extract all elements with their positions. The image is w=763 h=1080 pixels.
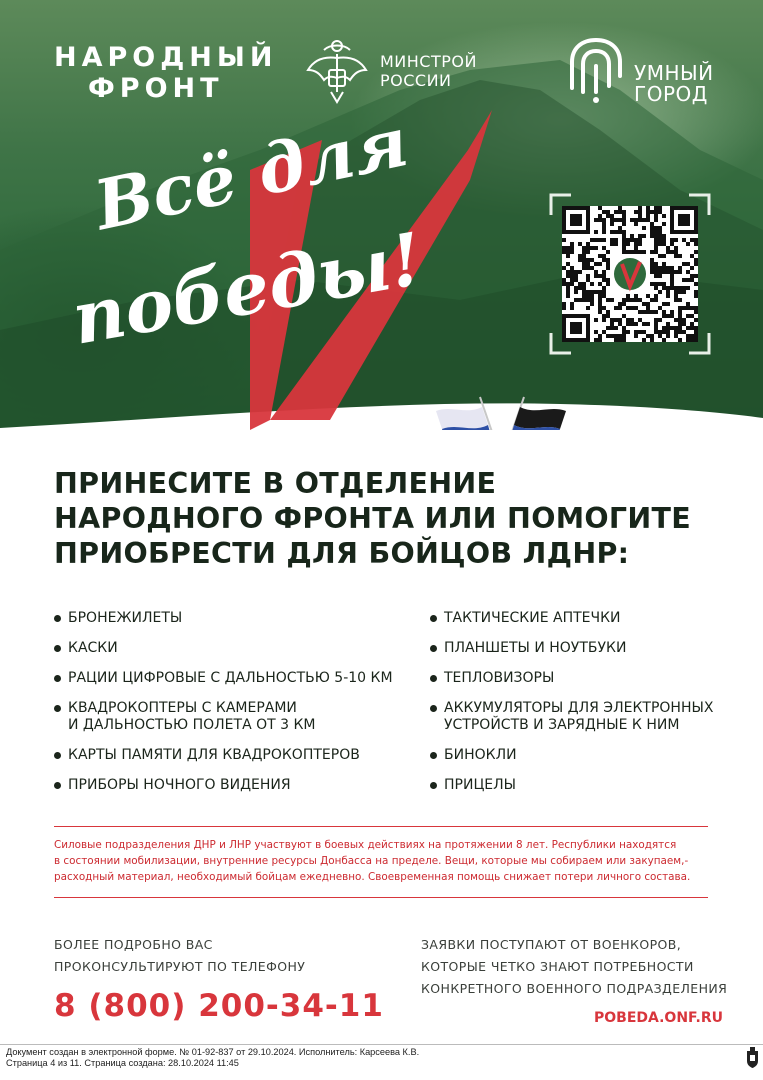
umny-gorod-line1: УМНЫЙ bbox=[634, 61, 714, 85]
crossed-flags-icon bbox=[432, 395, 572, 430]
list-item: БРОНЕЖИЛЕТЫ bbox=[54, 610, 414, 627]
slogan bbox=[65, 102, 450, 398]
contact-info-right bbox=[421, 934, 727, 1000]
list-item: ТЕПЛОВИЗОРЫ bbox=[430, 670, 730, 687]
list-item: ПЛАНШЕТЫ И НОУТБУКИ bbox=[430, 640, 730, 657]
list-item: РАЦИИ ЦИФРОВЫЕ С ДАЛЬНОСТЬЮ 5-10 КМ bbox=[54, 670, 414, 687]
list-item: БИНОКЛИ bbox=[430, 747, 730, 764]
phone-number[interactable]: 8 (800) 200-34-11 bbox=[54, 988, 384, 1024]
footer-divider bbox=[0, 1044, 763, 1045]
footer-line2: Страница 4 из 11. Страница создана: 28.10.2024 11:45 bbox=[6, 1058, 239, 1068]
list-item: КАРТЫ ПАМЯТИ ДЛЯ КВАДРОКОПТЕРОВ bbox=[54, 747, 414, 764]
coat-of-arms-icon bbox=[746, 1047, 759, 1069]
list-item: КАСКИ bbox=[54, 640, 414, 657]
minstroy-line2: РОССИИ bbox=[380, 71, 452, 90]
contact-right-line2: КОТОРЫЕ ЧЕТКО ЗНАЮТ ПОТРЕБНОСТИ bbox=[421, 959, 694, 974]
headline-line3: ПРИОБРЕСТИ ДЛЯ БОЙЦОВ ЛДНР: bbox=[54, 537, 630, 570]
notice-text bbox=[54, 826, 708, 898]
qr-code[interactable] bbox=[549, 193, 711, 355]
slogan-line1: Всё для bbox=[88, 102, 415, 247]
contact-left-line2: ПРОКОНСУЛЬТИРУЮТ ПО ТЕЛЕФОНУ bbox=[54, 959, 306, 974]
narodny-front-line1: НАРОДНЫЙ bbox=[54, 42, 278, 73]
umny-gorod-line2: ГОРОД bbox=[634, 82, 708, 106]
document-footer bbox=[6, 1047, 419, 1069]
list-item: КВАДРОКОПТЕРЫ С КАМЕРАМИ И ДАЛЬНОСТЬЮ ПОЛЕТА ОТ 3 КМ bbox=[54, 700, 414, 734]
notice-line2: в состоянии мобилизации, внутренние ресурсы Донбасса на пределе. Вещи, которые мы собираем или закупаем,- bbox=[54, 855, 689, 867]
contact-left-line1: БОЛЕЕ ПОДРОБНО ВАС bbox=[54, 937, 213, 952]
hero-banner bbox=[0, 0, 763, 430]
contact-info-left bbox=[54, 934, 305, 978]
headline-line1: ПРИНЕСИТЕ В ОТДЕЛЕНИЕ bbox=[54, 467, 497, 500]
slogan-line2: победы! bbox=[65, 215, 429, 361]
items-list-right bbox=[430, 610, 730, 794]
list-item: ПРИБОРЫ НОЧНОГО ВИДЕНИЯ bbox=[54, 777, 414, 794]
notice-line1: Силовые подразделения ДНР и ЛНР участвуют в боевых действиях на протяжении 8 лет. Республики находятся bbox=[54, 839, 677, 851]
page-headline bbox=[54, 466, 734, 571]
notice-line3: расходный материал, необходимый бойцам ежедневно. Своевременная помощь снижает потери личного состава. bbox=[54, 871, 691, 883]
list-item: ПРИЦЕЛЫ bbox=[430, 777, 730, 794]
items-list-left bbox=[54, 610, 414, 794]
narodny-front-line2: ФРОНТ bbox=[88, 73, 224, 104]
headline-line2: НАРОДНОГО ФРОНТА ИЛИ ПОМОГИТЕ bbox=[54, 502, 692, 535]
minstroy-line1: МИНСТРОЙ bbox=[380, 52, 477, 71]
footer-line1: Документ создан в электронной форме. № 01-92-837 от 29.10.2024. Исполнитель: Карсеева К.В. bbox=[6, 1047, 420, 1057]
list-item: ТАКТИЧЕСКИЕ АПТЕЧКИ bbox=[430, 610, 730, 627]
qr-code-image bbox=[562, 206, 698, 342]
contact-right-line3: КОНКРЕТНОГО ВОЕННОГО ПОДРАЗДЕЛЕНИЯ bbox=[421, 981, 728, 996]
list-item: АККУМУЛЯТОРЫ ДЛЯ ЭЛЕКТРОННЫХ УСТРОЙСТВ И ЗАРЯДНЫЕ К НИМ bbox=[430, 700, 730, 734]
contact-right-line1: ЗАЯВКИ ПОСТУПАЮТ ОТ ВОЕНКОРОВ, bbox=[421, 937, 682, 952]
website-link[interactable]: POBEDA.ONF.RU bbox=[594, 1010, 724, 1026]
